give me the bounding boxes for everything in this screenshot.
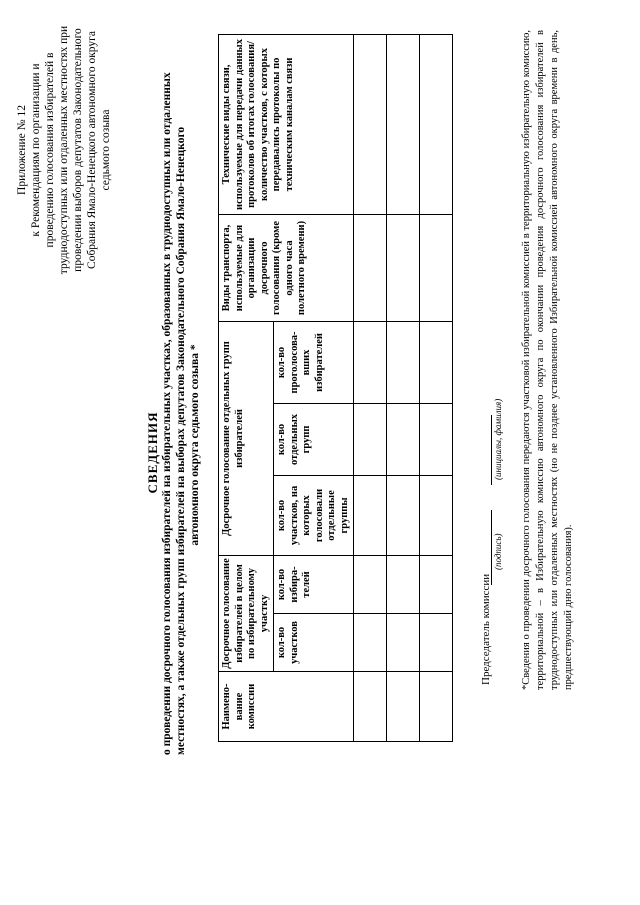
header-voted-count: кол-во проголосова-вших избирателей <box>274 321 354 403</box>
table-row <box>354 34 387 741</box>
appendix-line: Собрания Ямало-Ненецкого автономного округа <box>86 31 98 269</box>
document-subtitle <box>160 72 202 755</box>
name-line <box>491 415 492 485</box>
table-cell <box>387 403 420 475</box>
header-whole-plot: Досрочное голосование избирателей в целом по избирательному участку <box>219 555 274 671</box>
appendix-line: проведении выборов депутатов Законодательного <box>72 28 84 272</box>
table-body <box>354 34 453 741</box>
table-cell <box>387 321 420 403</box>
table-cell <box>387 214 420 321</box>
table-cell <box>420 475 453 555</box>
header-transport: Виды транспорта, используемые для организации досрочного голосования (кроме одного часа полетного времени) <box>219 214 354 321</box>
appendix-line: к Рекомендациям по организации и <box>30 63 42 237</box>
table-cell <box>420 34 453 214</box>
table-cell <box>387 34 420 214</box>
table-cell <box>420 555 453 613</box>
table-cell <box>354 403 387 475</box>
subtitle-line: местностях, а также отдельных групп избирателей на выборах депутатов Законодательного Собрания Ямало-Ненецкого <box>175 126 187 755</box>
table-cell <box>354 672 387 742</box>
table-cell <box>354 475 387 555</box>
signature-line <box>491 510 492 585</box>
table-cell <box>420 403 453 475</box>
header-groups-count: кол-во отдельных групп <box>274 403 354 475</box>
table-cell <box>420 672 453 742</box>
table-cell <box>387 672 420 742</box>
table-cell <box>420 321 453 403</box>
table-cell <box>420 214 453 321</box>
header-voters-count: кол-во избира-телей <box>274 555 354 613</box>
header-group-plots-count: кол-во участков, на которых голосовали отдельные группы <box>274 475 354 555</box>
table-cell <box>420 614 453 672</box>
table-cell <box>354 555 387 613</box>
appendix-line: труднодоступных или отдаленных местностях при <box>58 25 70 275</box>
table-cell <box>387 614 420 672</box>
header-communication: Технические виды связи, используемые для передачи данных протоколов об итогах голосования/количество участков, с которых передавались протоколы по техническим каналам связи <box>219 34 354 214</box>
table-cell <box>354 614 387 672</box>
document-title: СВЕДЕНИЯ <box>145 411 160 494</box>
table-row <box>420 34 453 741</box>
appendix-note <box>15 15 113 285</box>
report-table <box>218 34 453 742</box>
name-caption: (инициалы, фамилия) <box>493 398 503 480</box>
table-cell <box>354 34 387 214</box>
footnote: *Сведения о проведении досрочного голосования передаются участковой избирательной комиссией в территориальную избирательную комиссию, территориальной – в Избирательную комиссию автономного округа по окончании проведения досрочного голосования избирателей в труднодоступных или отдаленных местностях (но не позднее установленного Избирательной комиссией автономного округа времени в день, предшествующий дню голосования). <box>521 30 574 690</box>
table-cell <box>354 214 387 321</box>
table-row <box>387 34 420 741</box>
header-plots-count: кол-во участков <box>274 614 354 672</box>
table-cell <box>387 475 420 555</box>
appendix-line: Приложение № 12 <box>16 105 28 195</box>
table-cell <box>354 321 387 403</box>
header-groups: Досрочное голосование отдельных групп избирателей <box>219 321 274 555</box>
subtitle-line: автономного округа седьмого созыва * <box>189 344 201 546</box>
table-cell <box>387 555 420 613</box>
header-commission-name: Наимено-вание комиссии <box>219 672 354 742</box>
subtitle-line: о проведении досрочного голосования избирателей на избирательных участках, образованных в труднодоступных или отдаленных <box>161 72 173 755</box>
appendix-line: проведению голосования избирателей в <box>44 52 56 248</box>
appendix-line: седьмого созыва <box>100 109 112 191</box>
signature-caption: (подпись) <box>493 533 503 570</box>
signature-label: Председатель комиссии <box>480 573 492 685</box>
